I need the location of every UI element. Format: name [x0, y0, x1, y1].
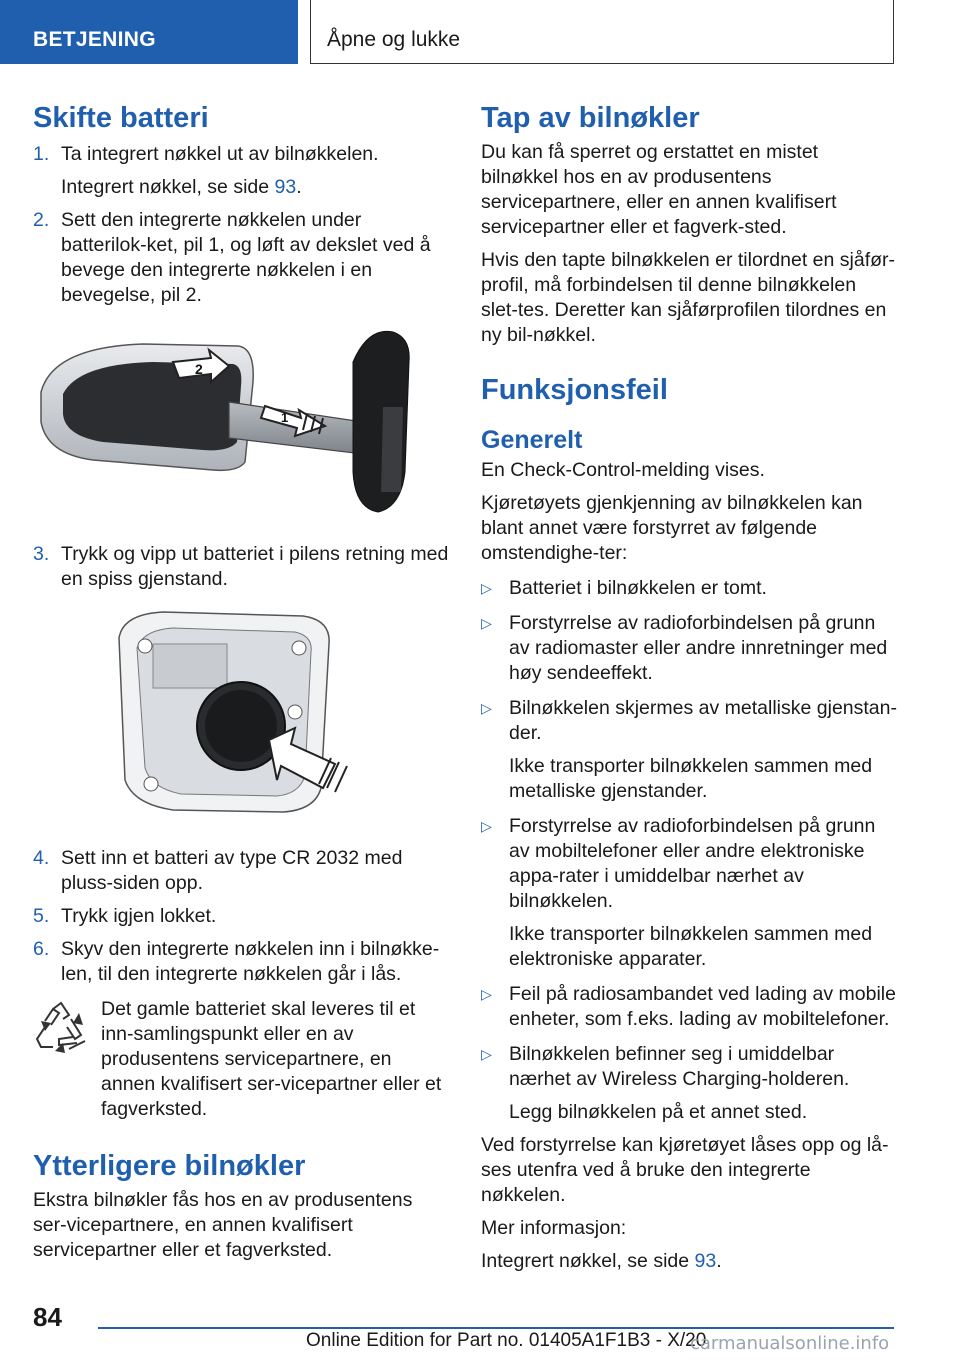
recycling-note: Det gamle batteriet skal leveres til et inn-samlingspunkt eller en av produsentens servicepartnere, en annen kvalifisert ser-vicepartner eller et fagverksted. [33, 997, 449, 1122]
step-1: 1. Ta integrert nøkkel ut av bilnøkkelen. [33, 143, 379, 165]
page-link[interactable]: 93 [274, 176, 297, 198]
footer-rule [98, 1327, 894, 1329]
section-tab: BETJENING [0, 0, 298, 64]
edition-note: Online Edition for Part no. 01405A1F1B3 - X/20 [306, 1330, 707, 1351]
list-item-note: Legg bilnøkkelen på et annet sted. [509, 1101, 808, 1123]
malfunction-p2: Kjøretøyets gjenkjenning av bilnøkkelen kan blant annet være forstyrret av følgende omstendighe-ter: [481, 492, 863, 564]
malfunction-p3: Ved forstyrrelse kan kjøretøyet låses opp og lå-ses utenfra ved å bruke den integrerte nøkkelen. [481, 1134, 889, 1206]
step-2: 2. Sett den integrerte nøkkelen under batterilok-ket, pil 1, og løft av dekslet ved å bevege den integrerte nøkkelen i en bevegelse, pil 2. [33, 209, 431, 306]
triangle-bullet-icon: ▷ [481, 700, 492, 716]
triangle-bullet-icon: ▷ [481, 818, 492, 834]
heading-battery: Skifte batteri [33, 102, 209, 134]
step-5: 5. Trykk igjen lokket. [33, 905, 217, 927]
step-3: 3. Trykk og vipp ut batteriet i pilens retning med en spiss gjenstand. [33, 543, 449, 590]
step-4: 4. Sett inn et batteri av type CR 2032 med pluss-siden opp. [33, 847, 403, 894]
triangle-bullet-icon: ▷ [481, 986, 492, 1002]
extra-keys-text: Ekstra bilnøkler fås hos en av produsentens ser-vicepartnere, en annen kvalifisert servicepartner eller et fagverksted. [33, 1189, 413, 1261]
battery-removal-illustration [33, 608, 449, 820]
recycle-icon [33, 1001, 89, 1055]
key-removal-illustration [33, 322, 449, 532]
triangle-bullet-icon: ▷ [481, 580, 492, 596]
list-item: ▷ Bilnøkkelen skjermes av metalliske gjenstan-der. [481, 697, 897, 744]
svg-text:2: 2 [195, 361, 203, 377]
heading-malfunction: Funksjonsfeil [481, 374, 668, 406]
right-column [481, 100, 897, 1274]
svg-text:1: 1 [281, 410, 289, 425]
left-column [33, 100, 449, 1263]
watermark: carmanualsonline.info [690, 1333, 890, 1354]
heading-extra-keys: Ytterligere bilnøkler [33, 1150, 306, 1182]
heading-general: Generelt [481, 426, 583, 454]
list-item: ▷ Bilnøkkelen befinner seg i umiddelbar nærhet av Wireless Charging-holderen. [481, 1043, 850, 1090]
chapter-title: Åpne og lukke [310, 0, 894, 64]
list-item-note: Ikke transporter bilnøkkelen sammen med metalliske gjenstander. [509, 755, 873, 802]
lost-keys-p2: Hvis den tapte bilnøkkelen er tilordnet en sjåfør-profil, må forbindelsen til denne bilnøkkelen slet-tes. Deretter kan sjåførprofilen tilordnes en ny bil-nøkkel. [481, 249, 896, 346]
list-item-note: Ikke transporter bilnøkkelen sammen med elektroniske apparater. [509, 923, 873, 970]
list-item: ▷ Batteriet i bilnøkkelen er tomt. [481, 577, 767, 599]
heading-lost-keys: Tap av bilnøkler [481, 102, 700, 134]
malfunction-p4: Mer informasjon: [481, 1217, 627, 1239]
step-1-reference: Integrert nøkkel, se side 93. [61, 176, 302, 198]
triangle-bullet-icon: ▷ [481, 1046, 492, 1062]
lost-keys-p1: Du kan få sperret og erstattet en mistet bilnøkkel hos en av produsentens servicepartnere, eller en annen kvalifisert servicepartner eller et fagverk-sted. [481, 141, 837, 238]
malfunction-reference: Integrert nøkkel, se side 93. [481, 1250, 722, 1272]
list-item: ▷ Forstyrrelse av radioforbindelsen på grunn av radiomaster eller andre innretninger med høy sendeeffekt. [481, 612, 888, 684]
step-6: 6. Skyv den integrerte nøkkelen inn i bilnøkke-len, til den integrerte nøkkelen går i lås. [33, 938, 440, 985]
list-item: ▷ Feil på radiosambandet ved lading av mobile enheter, som f.eks. lading av mobiltelefoner. [481, 983, 896, 1030]
page-number: 84 [33, 1302, 62, 1332]
page-link[interactable]: 93 [694, 1250, 717, 1272]
triangle-bullet-icon: ▷ [481, 615, 492, 631]
malfunction-list [481, 566, 897, 1125]
list-item: ▷ Forstyrrelse av radioforbindelsen på grunn av mobiltelefoner eller andre elektroniske appa-rater i umiddelbar nærhet av bilnøkkelen. [481, 815, 876, 912]
malfunction-p1: En Check-Control-melding vises. [481, 459, 765, 481]
